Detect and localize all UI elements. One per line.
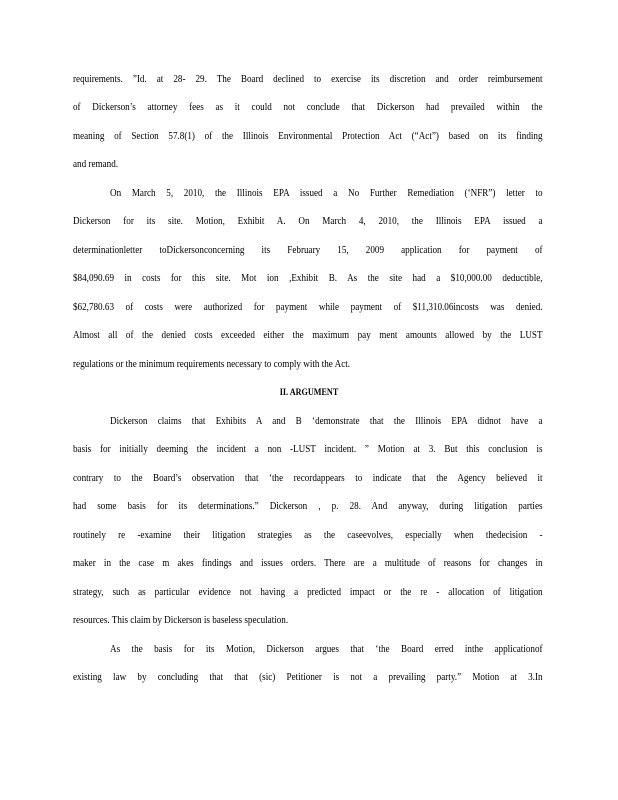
text-line: basis for initially deeming the incident a non -LUST incident. ” Motion at 3. But this conclusion is — [73, 444, 543, 455]
text-line: Dickerson for its site. Motion, Exhibit A. On March 4, 2010, the Illinois EPA issued a — [73, 216, 543, 227]
section-heading: II. ARGUMENT — [279, 388, 339, 398]
text-line: As the basis for its Motion, Dickerson argues that ‘the Board erred inthe applicationof — [110, 644, 543, 655]
text-line: Dickerson claims that Exhibits A and B ‘demonstrate that the Illinois EPA didnot have a — [110, 416, 543, 427]
text-line: $84,090.69 in costs for this site. Mot ion ,Exhibit B. As the site had a $10,000.00 deductible, — [73, 273, 543, 284]
text-line: $62,780.63 of costs were authorized for payment while payment of $11,310.06incosts was denied. — [73, 302, 543, 313]
text-line: meaning of Section 57.8(1) of the Illinois Environmental Protection Act (“Act”) based on its finding — [73, 131, 543, 142]
text-line: had some basis for its determinations.” Dickerson , p. 28. And anyway, during litigation parties — [73, 501, 543, 512]
text-line: regulations or the minimum requirements necessary to comply with the Act. — [73, 359, 351, 370]
text-line: of Dickerson’s attorney fees as it could not conclude that Dickerson had prevailed within the — [73, 102, 543, 113]
text-line: requirements. ”Id. at 28- 29. The Board declined to exercise its discretion and order reimbursement — [73, 74, 543, 85]
text-line: On March 5, 2010, the Illinois EPA issued a No Further Remediation (‘NFR”) letter to — [110, 188, 543, 199]
text-line: Almost all of the denied costs exceeded either the maximum pay ment amounts allowed by the LUST — [73, 330, 543, 341]
text-line: routinely re -examine their litigation strategies as the caseevolves, especially when thedecision - — [73, 530, 543, 541]
text-line: resources. This claim by Dickerson is baseless speculation. — [73, 615, 289, 626]
text-line: contrary to the Board’s observation that ‘the recordappears to indicate that the Agency believed it — [73, 473, 543, 484]
text-line: strategy, such as particular evidence not having a predicted impact or the re - allocation of litigation — [73, 587, 543, 598]
text-line: maker in the case m akes findings and issues orders. There are a multitude of reasons for changes in — [73, 558, 543, 569]
text-line: and remand. — [73, 159, 119, 170]
text-line: determinationletter toDickersonconcerning its February 15, 2009 application for payment of — [73, 245, 543, 256]
text-line: existing law by concluding that that (sic) Petitioner is not a prevailing party.” Motion at 3.In — [73, 672, 543, 683]
